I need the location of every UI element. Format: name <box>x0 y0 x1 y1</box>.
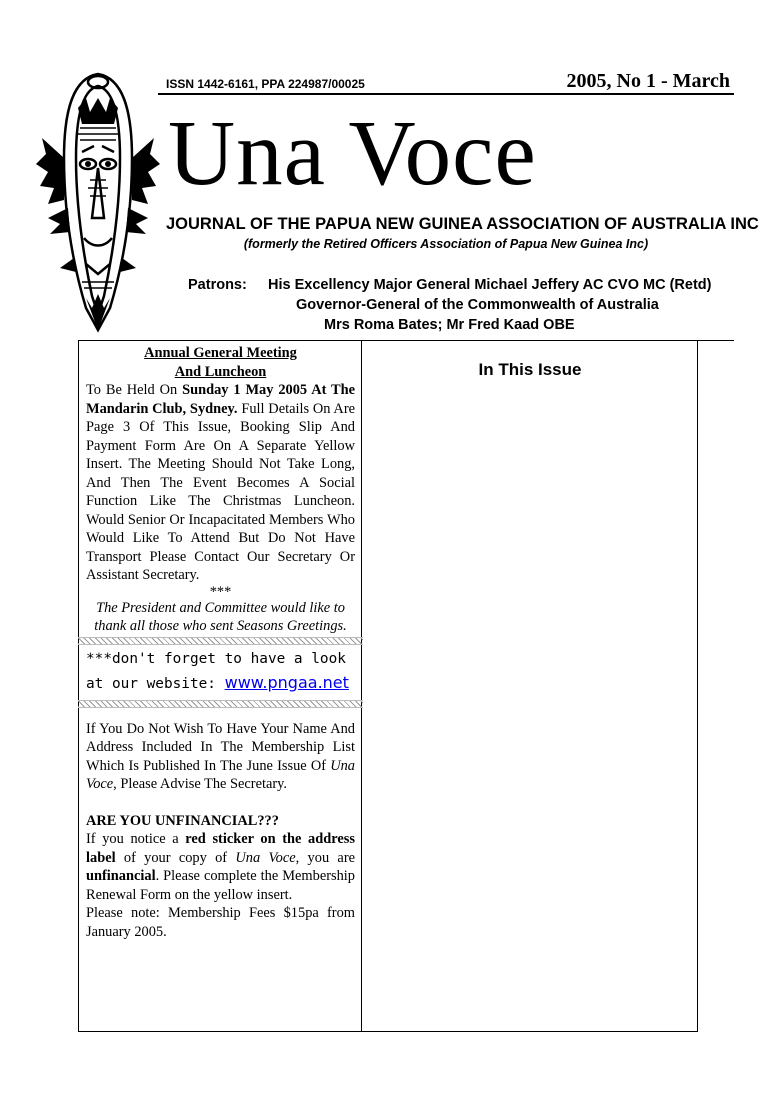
decorative-divider-2 <box>78 700 363 708</box>
column-divider <box>361 340 362 1032</box>
unfinancial-paragraph <box>86 830 355 904</box>
journal-name: JOURNAL OF THE PAPUA NEW GUINEA ASSOCIATION OF AUSTRALIA INC <box>166 215 759 233</box>
seasons-greetings-thanks: The President and Committee would like to thank all those who sent Seasons Greetings. <box>94 599 347 634</box>
box-top-rule-extension <box>698 340 734 341</box>
agm-paragraph <box>86 381 355 585</box>
separator-stars: *** <box>209 583 232 600</box>
unf-journal: Una Voce <box>235 849 296 866</box>
website-link[interactable]: www.pngaa.net <box>224 672 349 692</box>
patron-line-1: His Excellency Major General Michael Jeffery AC CVO MC (Retd) <box>268 277 712 293</box>
membership-list-journal: Una Voce <box>86 757 355 792</box>
patron-line-3: Mrs Roma Bates; Mr Fred Kaad OBE <box>324 317 575 333</box>
unf-text-4: . Please complete the Membership Renewal Form on the yellow insert. <box>86 868 355 903</box>
agm-title-line-1: Annual General Meeting <box>144 345 297 361</box>
unf-text-3: , you are <box>295 849 355 866</box>
issue-number: 2005, No 1 - March <box>566 70 730 92</box>
website-prefix: ***don't forget to have a look at our website: <box>86 650 346 692</box>
membership-list-text: If You Do Not Wish To Have Your Name And Address Included In The Membership List Which Is Published In The June Issue Of <box>86 720 355 774</box>
agm-intro: To Be Held On <box>86 382 183 398</box>
agm-details: Full Details On Are Page 3 Of This Issue, Booking Slip And Payment Form Are On A Separate Yellow Insert. The Meeting Should Not Take Long, And Then The Event Becomes A Social Function Like The Christmas Luncheon. Would Senior Or Incapacitated Members Who Would Like To Attend But Do Not Have Transport Please Contact Our Secretary Or Assistant Secretary. <box>86 400 355 583</box>
patrons-label: Patrons: <box>188 277 247 293</box>
left-column <box>86 344 355 941</box>
unf-unfinancial: unfinancial <box>86 868 156 884</box>
patron-line-2: Governor-General of the Commonwealth of Australia <box>296 297 659 313</box>
membership-fees-note: Please note: Membership Fees $15pa from January 2005. <box>86 905 355 940</box>
unf-text-1: If you notice a <box>86 831 186 847</box>
decorative-divider <box>78 637 363 645</box>
unf-text-2: of your copy of <box>115 849 236 866</box>
website-reminder <box>86 647 359 696</box>
header-rule <box>158 93 734 95</box>
membership-list-paragraph <box>86 720 355 794</box>
carved-mask-logo <box>34 68 162 340</box>
membership-list-text-end: , Please Advise The Secretary. <box>113 776 288 792</box>
unfinancial-heading: ARE YOU UNFINANCIAL??? <box>86 812 279 829</box>
agm-title-line-2: And Luncheon <box>174 363 267 380</box>
former-name: (formerly the Retired Officers Association of Papua New Guinea Inc) <box>243 237 649 251</box>
masthead-title: Una Voce <box>168 102 537 205</box>
issn-line: ISSN 1442-6161, PPA 224987/00025 <box>166 77 365 91</box>
in-this-issue-heading: In This Issue <box>478 360 582 379</box>
unf-red-sticker: red sticker on the address label <box>86 831 355 866</box>
agm-date-venue: Sunday 1 May 2005 At The Mandarin Club, Sydney. <box>86 382 355 417</box>
